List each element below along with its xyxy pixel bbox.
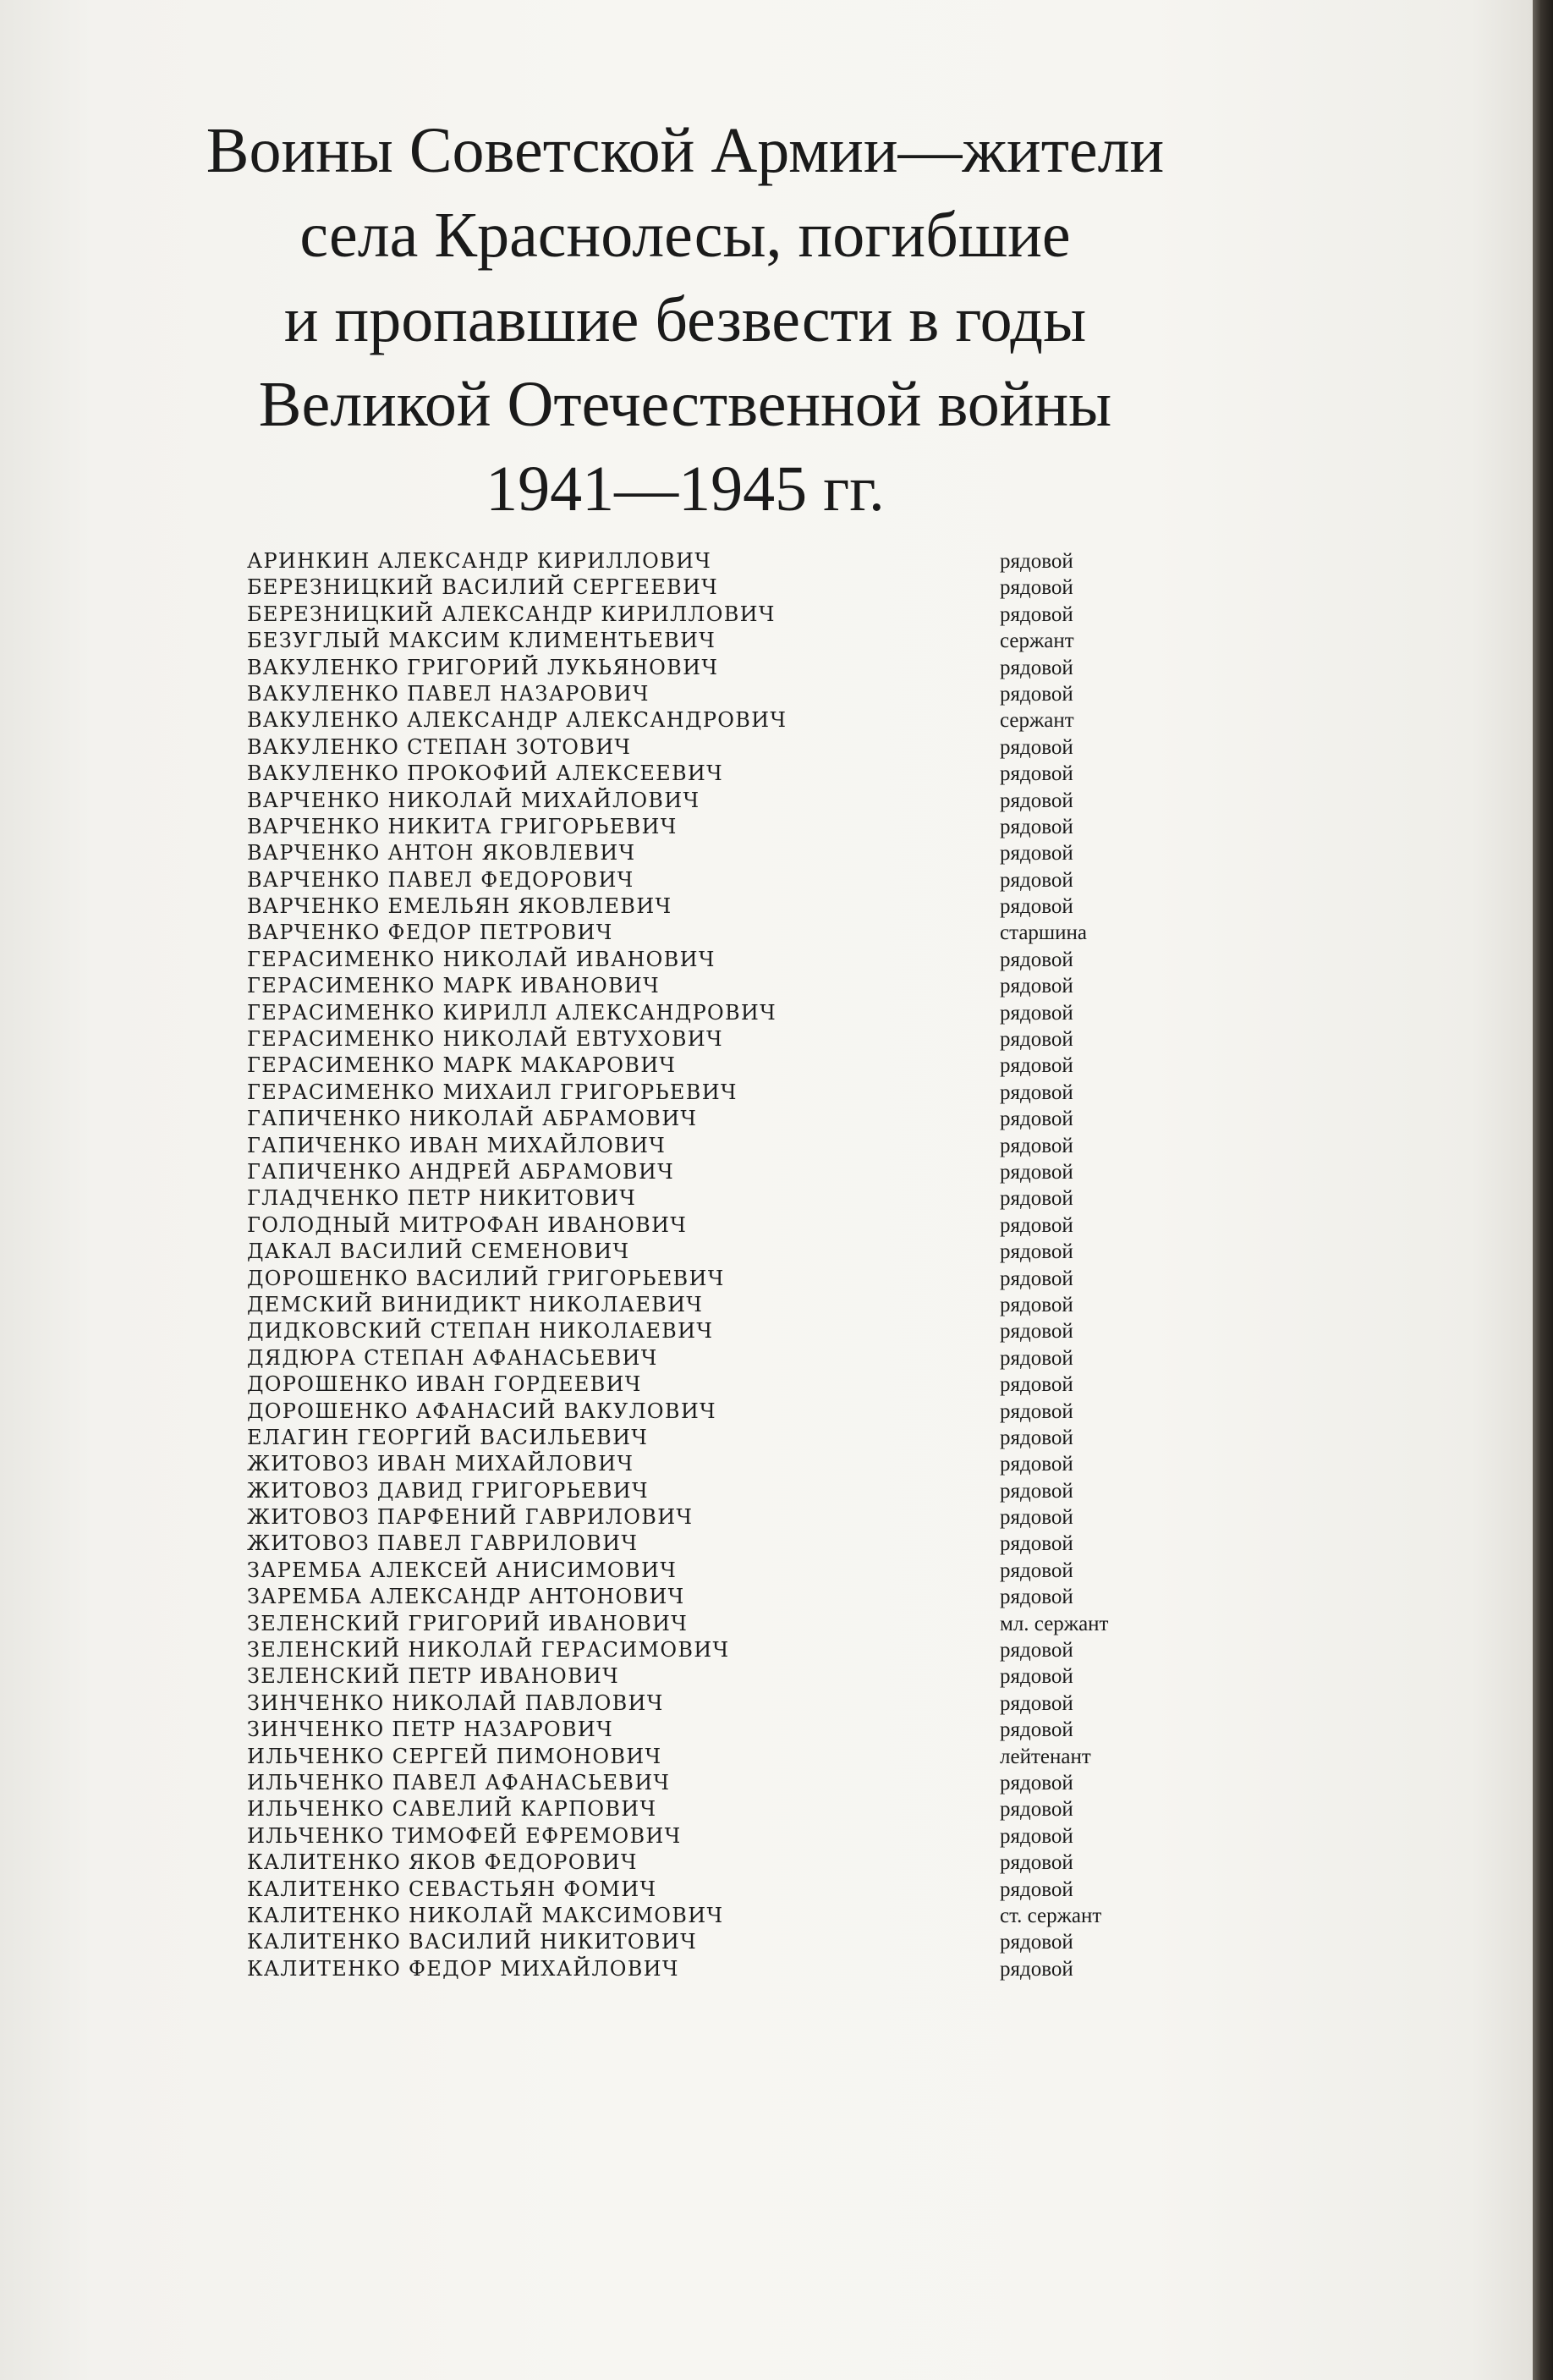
soldier-rank: рядовой — [1000, 789, 1073, 812]
roster-row — [247, 681, 1194, 707]
roster-row — [247, 1504, 1194, 1531]
soldier-rank: рядовой — [1000, 1160, 1073, 1184]
soldier-name: ДАКАЛ ВАСИЛИЙ СЕМЕНОВИЧ — [247, 1239, 630, 1264]
roster-row — [247, 1159, 1194, 1185]
roster-row — [247, 1292, 1194, 1318]
soldier-rank: рядовой — [1000, 682, 1073, 706]
soldier-rank: рядовой — [1000, 1957, 1073, 1981]
soldier-rank: рядовой — [1000, 895, 1073, 919]
soldier-rank: рядовой — [1000, 1718, 1073, 1742]
roster-row — [247, 1345, 1194, 1371]
roster-row — [247, 1823, 1194, 1850]
roster-row — [247, 1266, 1194, 1292]
soldier-rank: рядовой — [1000, 1824, 1073, 1848]
soldier-name: ДОРОШЕНКО ИВАН ГОРДЕЕВИЧ — [247, 1372, 642, 1397]
soldier-name: ЗИНЧЕНКО НИКОЛАЙ ПАВЛОВИЧ — [247, 1690, 664, 1715]
roster-row — [247, 761, 1194, 787]
roster-row — [247, 814, 1194, 840]
soldier-name: БЕРЕЗНИЦКИЙ АЛЕКСАНДР КИРИЛЛОВИЧ — [247, 602, 776, 626]
soldier-name: ЗАРЕМБА АЛЕКСЕЙ АНИСИМОВИЧ — [247, 1558, 678, 1582]
soldier-name: ЗЕЛЕНСКИЙ НИКОЛАЙ ГЕРАСИМОВИЧ — [247, 1638, 730, 1663]
soldier-name: КАЛИТЕНКО ВАСИЛИЙ НИКИТОВИЧ — [247, 1930, 697, 1954]
roster-row — [247, 1744, 1194, 1770]
roster-row — [247, 1584, 1194, 1610]
roster-row — [247, 1399, 1194, 1425]
soldier-name: ИЛЬЧЕНКО ПАВЕЛ АФАНАСЬЕВИЧ — [247, 1770, 671, 1795]
soldier-rank: рядовой — [1000, 1080, 1073, 1104]
soldier-rank: рядовой — [1000, 1558, 1073, 1582]
roster-row — [247, 1531, 1194, 1557]
roster-row — [247, 602, 1194, 628]
soldier-rank: рядовой — [1000, 602, 1073, 626]
soldier-name: ИЛЬЧЕНКО СЕРГЕЙ ПИМОНОВИЧ — [247, 1744, 662, 1768]
soldier-rank: рядовой — [1000, 1877, 1073, 1901]
soldier-rank: рядовой — [1000, 948, 1073, 971]
title-line: села Краснолесы, погибшие — [299, 200, 1071, 271]
soldier-name: ГЕРАСИМЕНКО МАРК МАКАРОВИЧ — [247, 1053, 677, 1078]
roster-row — [247, 1611, 1194, 1637]
soldier-name: ВАКУЛЕНКО ПАВЕЛ НАЗАРОВИЧ — [247, 681, 650, 706]
soldier-rank: рядовой — [1000, 1373, 1073, 1397]
memorial-roster — [247, 548, 1194, 1982]
title-line: и пропавшие безвести в годы — [283, 284, 1087, 355]
soldier-rank: рядовой — [1000, 1665, 1073, 1689]
roster-row — [247, 788, 1194, 814]
soldier-rank: рядовой — [1000, 1108, 1073, 1131]
soldier-rank: рядовой — [1000, 550, 1073, 573]
soldier-name: КАЛИТЕНКО СЕВАСТЬЯН ФОМИЧ — [247, 1877, 657, 1901]
soldier-name: ВАРЧЕНКО ПАВЕЛ ФЕДОРОВИЧ — [247, 867, 634, 892]
soldier-rank: мл. сержант — [1000, 1612, 1109, 1635]
soldier-name: ЖИТОВОЗ ПАРФЕНИЙ ГАВРИЛОВИЧ — [247, 1505, 694, 1530]
roster-row — [247, 1239, 1194, 1265]
soldier-name: ДЕМСКИЙ ВИНИДИКТ НИКОЛАЕВИЧ — [247, 1292, 704, 1316]
roster-row — [247, 548, 1194, 574]
soldier-name: КАЛИТЕНКО ЯКОВ ФЕДОРОВИЧ — [247, 1850, 638, 1875]
soldier-rank: рядовой — [1000, 1028, 1073, 1052]
roster-row — [247, 1185, 1194, 1212]
roster-row — [247, 628, 1194, 654]
roster-row — [247, 1690, 1194, 1717]
soldier-rank: рядовой — [1000, 1054, 1073, 1078]
soldier-rank: рядовой — [1000, 1931, 1073, 1954]
soldier-rank: рядовой — [1000, 762, 1073, 786]
soldier-name: ЖИТОВОЗ ИВАН МИХАЙЛОВИЧ — [247, 1452, 634, 1476]
soldier-rank: рядовой — [1000, 975, 1073, 998]
soldier-rank: рядовой — [1000, 1399, 1073, 1423]
roster-row — [247, 1637, 1194, 1663]
soldier-rank: рядовой — [1000, 1320, 1073, 1344]
soldier-rank: ст. сержант — [1000, 1904, 1102, 1927]
soldier-rank: рядовой — [1000, 1851, 1073, 1875]
page-title — [135, 108, 1235, 531]
roster-row — [247, 947, 1194, 973]
soldier-name: ГАПИЧЕНКО ИВАН МИХАЙЛОВИЧ — [247, 1133, 667, 1157]
roster-row — [247, 1371, 1194, 1398]
soldier-name: ВАРЧЕНКО НИКОЛАЙ МИХАЙЛОВИЧ — [247, 788, 700, 812]
soldier-name: КАЛИТЕНКО ФЕДОР МИХАЙЛОВИЧ — [247, 1956, 679, 1981]
soldier-name: ЖИТОВОЗ ПАВЕЛ ГАВРИЛОВИЧ — [247, 1531, 639, 1556]
soldier-rank: рядовой — [1000, 842, 1073, 866]
soldier-rank: рядовой — [1000, 868, 1073, 892]
soldier-rank: рядовой — [1000, 656, 1073, 679]
roster-row — [247, 1318, 1194, 1344]
soldier-rank: сержант — [1000, 629, 1074, 653]
soldier-rank: рядовой — [1000, 1532, 1073, 1556]
soldier-name: ВАРЧЕНКО ФЕДОР ПЕТРОВИЧ — [247, 921, 613, 945]
roster-row — [247, 1663, 1194, 1690]
soldier-name: ГЕРАСИМЕНКО МАРК ИВАНОВИЧ — [247, 974, 660, 998]
soldier-name: ЗАРЕМБА АЛЕКСАНДР АНТОНОВИЧ — [247, 1585, 685, 1609]
soldier-name: ЖИТОВОЗ ДАВИД ГРИГОРЬЕВИЧ — [247, 1478, 649, 1503]
title-years: 1941—1945 гг. — [486, 453, 885, 525]
soldier-name: ВАРЧЕНКО НИКИТА ГРИГОРЬЕВИЧ — [247, 814, 678, 838]
title-line: Воины Советской Армии—жители — [206, 115, 1165, 186]
soldier-name: ИЛЬЧЕНКО ТИМОФЕЙ ЕФРЕМОВИЧ — [247, 1823, 682, 1848]
roster-row — [247, 1903, 1194, 1929]
soldier-name: ДИДКОВСКИЙ СТЕПАН НИКОЛАЕВИЧ — [247, 1319, 714, 1344]
soldier-rank: старшина — [1000, 921, 1088, 945]
roster-row — [247, 867, 1194, 893]
soldier-rank: рядовой — [1000, 1187, 1073, 1211]
roster-row — [247, 1796, 1194, 1822]
roster-row — [247, 734, 1194, 761]
soldier-rank: рядовой — [1000, 576, 1073, 600]
roster-row — [247, 1080, 1194, 1106]
soldier-name: ВАКУЛЕНКО ГРИГОРИЙ ЛУКЬЯНОВИЧ — [247, 655, 719, 679]
roster-row — [247, 1929, 1194, 1955]
soldier-name: ГЛАДЧЕНКО ПЕТР НИКИТОВИЧ — [247, 1186, 637, 1211]
soldier-rank: рядовой — [1000, 1453, 1073, 1476]
soldier-rank: рядовой — [1000, 1213, 1073, 1237]
soldier-name: ВАРЧЕНКО АНТОН ЯКОВЛЕВИЧ — [247, 841, 636, 866]
soldier-name: ДЯДЮРА СТЕПАН АФАНАСЬЕВИЧ — [247, 1345, 658, 1370]
soldier-name: ГЕРАСИМЕНКО МИХАИЛ ГРИГОРЬЕВИЧ — [247, 1080, 738, 1104]
soldier-rank: рядовой — [1000, 1479, 1073, 1503]
soldier-rank: сержант — [1000, 709, 1074, 733]
roster-row — [247, 655, 1194, 681]
soldier-name: ВАКУЛЕНКО ПРОКОФИЙ АЛЕКСЕЕВИЧ — [247, 761, 724, 786]
soldier-rank: рядовой — [1000, 1639, 1073, 1663]
soldier-name: ДОРОШЕНКО ВАСИЛИЙ ГРИГОРЬЕВИЧ — [247, 1266, 725, 1290]
soldier-name: ЗИНЧЕНКО ПЕТР НАЗАРОВИЧ — [247, 1718, 614, 1742]
soldier-name: ГЕРАСИМЕНКО НИКОЛАЙ ИВАНОВИЧ — [247, 947, 716, 971]
soldier-name: ЗЕЛЕНСКИЙ ПЕТР ИВАНОВИЧ — [247, 1664, 619, 1689]
roster-row — [247, 920, 1194, 946]
soldier-rank: рядовой — [1000, 1586, 1073, 1609]
roster-row — [247, 1026, 1194, 1053]
soldier-name: ВАКУЛЕНКО АЛЕКСАНДР АЛЕКСАНДРОВИЧ — [247, 708, 787, 733]
roster-row — [247, 1956, 1194, 1982]
roster-row — [247, 1451, 1194, 1477]
soldier-name: ВАРЧЕНКО ЕМЕЛЬЯН ЯКОВЛЕВИЧ — [247, 894, 672, 919]
roster-row — [247, 1717, 1194, 1743]
book-spine-edge — [1533, 0, 1553, 2380]
soldier-rank: рядовой — [1000, 1346, 1073, 1370]
soldier-rank: рядовой — [1000, 1267, 1073, 1290]
roster-row — [247, 893, 1194, 920]
roster-row — [247, 1877, 1194, 1903]
soldier-name: ГОЛОДНЫЙ МИТРОФАН ИВАНОВИЧ — [247, 1212, 688, 1237]
roster-row — [247, 973, 1194, 999]
soldier-name: ВАКУЛЕНКО СТЕПАН ЗОТОВИЧ — [247, 734, 632, 759]
roster-row — [247, 1000, 1194, 1026]
soldier-rank: рядовой — [1000, 1293, 1073, 1316]
roster-row — [247, 1770, 1194, 1796]
soldier-name: ГАПИЧЕНКО АНДРЕЙ АБРАМОВИЧ — [247, 1159, 674, 1184]
soldier-rank: рядовой — [1000, 1771, 1073, 1795]
roster-row — [247, 1850, 1194, 1876]
soldier-rank: рядовой — [1000, 1506, 1073, 1530]
title-line: Великой Отечественной войны — [258, 369, 1112, 440]
soldier-name: КАЛИТЕНКО НИКОЛАЙ МАКСИМОВИЧ — [247, 1903, 724, 1927]
soldier-name: ГЕРАСИМЕНКО КИРИЛЛ АЛЕКСАНДРОВИЧ — [247, 1000, 777, 1025]
soldier-rank: рядовой — [1000, 1691, 1073, 1715]
soldier-rank: рядовой — [1000, 1798, 1073, 1822]
roster-row — [247, 707, 1194, 734]
roster-row — [247, 1053, 1194, 1079]
soldier-rank: рядовой — [1000, 815, 1073, 838]
roster-row — [247, 574, 1194, 601]
soldier-name: ДОРОШЕНКО АФАНАСИЙ ВАКУЛОВИЧ — [247, 1399, 716, 1423]
soldier-name: ЕЛАГИН ГЕОРГИЙ ВАСИЛЬЕВИЧ — [247, 1425, 649, 1449]
soldier-name: ЗЕЛЕНСКИЙ ГРИГОРИЙ ИВАНОВИЧ — [247, 1611, 689, 1635]
roster-row — [247, 1478, 1194, 1504]
soldier-name: ИЛЬЧЕНКО САВЕЛИЙ КАРПОВИЧ — [247, 1797, 657, 1822]
roster-row — [247, 1133, 1194, 1159]
soldier-rank: лейтенант — [1000, 1745, 1091, 1768]
roster-row — [247, 840, 1194, 866]
soldier-rank: рядовой — [1000, 1001, 1073, 1025]
roster-row — [247, 1212, 1194, 1239]
soldier-name: БЕЗУГЛЫЙ МАКСИМ КЛИМЕНТЬЕВИЧ — [247, 629, 716, 653]
soldier-rank: рядовой — [1000, 1240, 1073, 1264]
soldier-name: ГАПИЧЕНКО НИКОЛАЙ АБРАМОВИЧ — [247, 1107, 698, 1131]
soldier-rank: рядовой — [1000, 1426, 1073, 1449]
soldier-rank: рядовой — [1000, 735, 1073, 759]
soldier-name: БЕРЕЗНИЦКИЙ ВАСИЛИЙ СЕРГЕЕВИЧ — [247, 575, 719, 600]
roster-row — [247, 1425, 1194, 1451]
soldier-rank: рядовой — [1000, 1134, 1073, 1157]
soldier-name: АРИНКИН АЛЕКСАНДР КИРИЛЛОВИЧ — [247, 549, 712, 573]
roster-row — [247, 1558, 1194, 1584]
roster-row — [247, 1106, 1194, 1132]
soldier-name: ГЕРАСИМЕНКО НИКОЛАЙ ЕВТУХОВИЧ — [247, 1027, 723, 1052]
